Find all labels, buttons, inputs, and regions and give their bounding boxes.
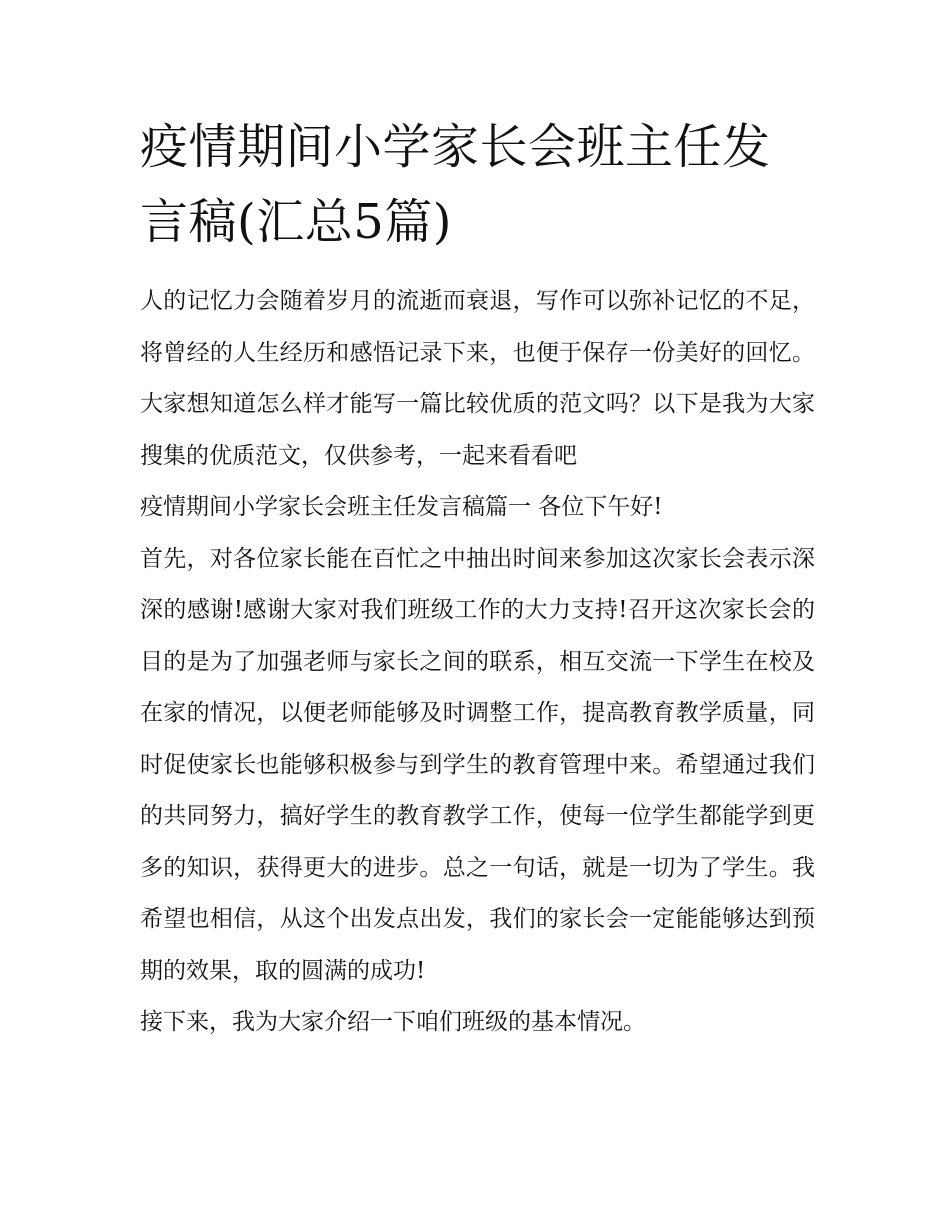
paragraph-class-intro: 接下来，我为大家介绍一下咱们班级的基本情况。 [140, 1009, 646, 1035]
paragraph-intro: 人的记忆力会随着岁月的流逝而衰退，写作可以弥补记忆的不足，将曾经的人生经历和感悟记录下来，也便于保存一份美好的回忆。大家想知道怎么样才能写一篇比较优质的范文吗？以下是我为大家搜集的优质范文，仅供参考，一起来看看吧 [140, 288, 815, 469]
document-title: 疫情期间小学家长会班主任发言稿(汇总5篇) [140, 119, 771, 250]
document-page [140, 110, 815, 1049]
document-body [140, 276, 815, 1049]
paragraph-thanks: 首先，对各位家长能在百忙之中抽出时间来参加这次家长会表示深深的感谢!感谢大家对我们班级工作的大力支持!召开这次家长会的目的是为了加强老师与家长之间的联系，相互交流一下学生在校及在家的情况，以便老师能够及时调整工作，提高教育教学质量，同时促使家长也能够积极参与到学生的教育管理中来。希望通过我们的共同努力，搞好学生的教育教学工作，使每一位学生都能学到更多的知识，获得更大的进步。总之一句话，就是一切为了学生。我希望也相信，从这个出发点出发，我们的家长会一定能能够达到预期的效果，取的圆满的成功! [140, 545, 815, 984]
paragraph-heading-greeting: 疫情期间小学家长会班主任发言稿篇一 各位下午好! [140, 494, 663, 520]
